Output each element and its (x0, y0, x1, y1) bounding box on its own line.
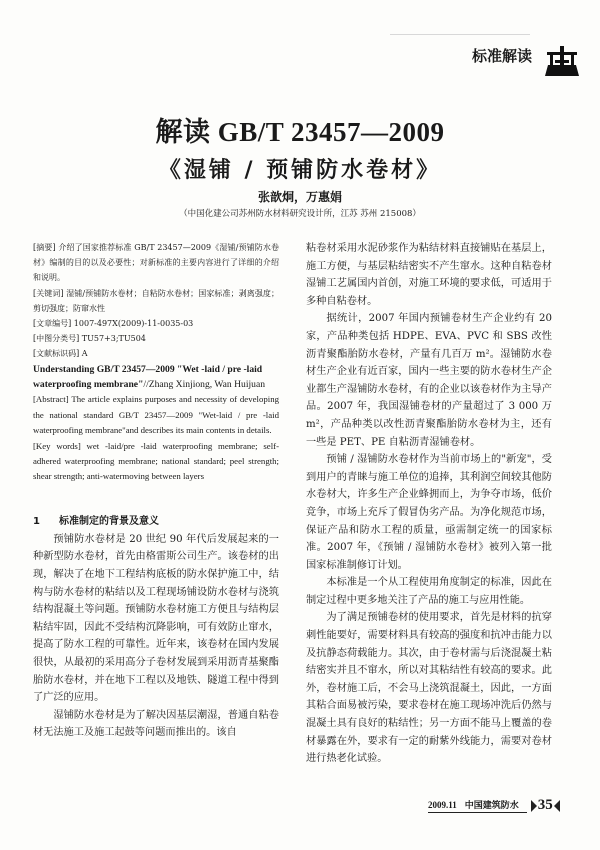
keywords-tag: [关键词] (33, 288, 64, 298)
paragraph: 本标准是一个从工程使用角度制定的标准，因此在制定过程中更多地关注了产品的施工与应用性能。 (306, 577, 552, 606)
clc-value: TU57+3;TU504 (81, 334, 146, 344)
article-title (0, 110, 600, 184)
english-abstract-text: The article explains purposes and necessity of developing the national standard GB/T 23457—2009 "Wet-laid / pre -laid waterproofing membrane"and describes its main contents in details. (33, 394, 279, 436)
paragraph: 湿铺防水卷材是为了解决因基层潮湿，普通自粘卷材无法施工及施工起鼓等问题而推出的。该自 (33, 709, 279, 739)
left-column (33, 240, 279, 742)
paragraph: 粘卷材采用水泥砂浆作为粘结材料直接铺贴在基层上，施工方便，与基层粘结密实不产生窜水。这种自粘卷材湿铺工艺属国内首创，对施工环境的要求低，可适用于多种自粘卷材。 (306, 243, 552, 307)
article-number (33, 316, 279, 331)
keywords-text: 湿铺/预铺防水卷材；自粘防水卷材；国家标准；剥离强度；剪切强度；防窜水性 (33, 288, 279, 313)
section-label: 标准解读 (471, 46, 532, 65)
abstract-tag: [摘要] (33, 243, 56, 252)
keywords-en (33, 439, 279, 485)
balance-scale-icon (544, 44, 580, 78)
english-abstract-tag: [Abstract] (33, 394, 69, 405)
section-heading (33, 513, 279, 531)
english-keywords-text: wet -laid/pre -laid waterproofing membrane; self-adhered waterproofing membrane; national standard; peel strength; shear strength; anti-watermoving between layers (33, 440, 279, 482)
abstract-cn (33, 240, 279, 286)
triangle-right-icon (531, 800, 537, 812)
english-keywords-tag: [Key words] (33, 440, 81, 451)
footer-journal (428, 798, 527, 813)
paragraph: 为了满足预铺卷材的使用要求，首先是材料的抗穿刺性能要好，需要材料具有较高的强度和抗冲击能力以及抗静态荷载能力。其次，由于卷材需与后浇混凝土粘结密实并且不窜水，所以对其粘结性有较高的要求。此外，卷材施工后，不会马上浇筑混凝土，因此，一方面其粘合面易被污染，要求卷材在施工现场冲洗后仍然与混凝土具有良好的粘结性；另一方面不能马上覆盖的卷材暴露在外，要求有一定的耐紫外线能力，需要对卷材进行热老化试验。 (306, 612, 552, 765)
document-code-value: A (81, 349, 88, 359)
abstract-en (33, 392, 279, 438)
article-number-value: 1007-497X(2009)-11-0035-03 (73, 319, 194, 329)
paragraph: 预铺防水卷材是 20 世纪 90 年代后发展起来的一种新型防水卷材，首先由格雷斯公司生产。该卷材的出现，解决了在地下工程结构底板的防水保护施工中，结构与防水卷材的粘结以及工程现场铺设防水卷材与浇筑结构混凝土等问题。预铺防水卷材施工方便且与结构层粘结牢固，因此不受结构沉降影响，可有效防止窜水，提高了防水工程的可靠性。近年来，该卷材在国内发展很快，从最初的采用高分子卷材发展到采用沥青基聚酯胎防水卷材，并在地下工程以及地铁、隧道工程中得到了广泛的应用。 (33, 533, 279, 704)
abstract-text: 介绍了国家推荐标准 GB/T 23457—2009《湿铺/预铺防水卷材》编制的目的以及必要性；对新标准的主要内容进行了详细的介绍和说明。 (33, 243, 279, 283)
clc-tag: [中图分类号] (33, 334, 80, 344)
page-number-value: 35 (537, 797, 553, 813)
section-number: 1 (33, 515, 40, 527)
page-number (531, 797, 560, 814)
affiliation: （中国化建公司苏州防水材料研究设计所，江苏 苏州 215008） (179, 209, 421, 219)
authors: 张歆炯，万惠娟 (257, 190, 342, 204)
footer-issue: 2009.11 (428, 800, 457, 810)
triangle-left-icon (554, 800, 560, 812)
right-column (306, 240, 552, 768)
paragraph: 据统计，2007 年国内预铺卷材生产企业约有 20 家，产品种类包括 HDPE、EVA、PVC 和 SBS 改性沥青聚酯胎防水卷材，产量有几百万 m²。湿铺防水卷材生产企业有近百家，国内一些主要的防水卷材生产企业都生产湿铺防水卷材，有的企业以该卷材作为主导产品。2007 年，我国湿铺卷材的产量超过了 3 000 万 m²，产品种类以改性沥青聚酯胎防水卷材为主，还有一些是 PET、PE 自粘沥青湿铺卷材。 (306, 313, 552, 448)
clc-number (33, 331, 279, 346)
english-title (33, 362, 279, 393)
title-line-1: 解读 GB/T 23457—2009 (155, 117, 445, 147)
article-number-tag: [文章编号] (33, 319, 72, 329)
document-code (33, 346, 279, 361)
header-rule (390, 34, 530, 35)
footer-journal-name: 中国建筑防水 (464, 800, 519, 810)
english-title-text: Understanding GB/T 23457—2009 "Wet -laid / pre -laid waterproofing membrane" (33, 363, 263, 391)
paragraph: 预铺 / 湿铺防水卷材作为当前市场上的"新宠"，受到用户的青睐与施工单位的追捧，其利润空间较其他防水卷材大，许多生产企业蜂拥而上，为争夺市场，低价竞争，市场上充斥了假冒伪劣产品。为净化规范市场，保证产品和防水工程的质量，亟需制定统一的国家标准。2007 年，《预铺 / 湿铺防水卷材》被列入第一批国家标准制修订计划。 (306, 454, 552, 571)
document-code-tag: [文献标识码] (33, 349, 80, 359)
english-authors: //Zhang Xinjiong, Wan Huijuan (143, 379, 266, 391)
page-footer (428, 797, 560, 814)
title-line-2: 《湿铺 / 预铺防水卷材》 (158, 158, 442, 183)
section-title: 标准制定的背景及意义 (59, 515, 159, 527)
section-header (472, 44, 580, 78)
keywords-cn (33, 286, 279, 316)
